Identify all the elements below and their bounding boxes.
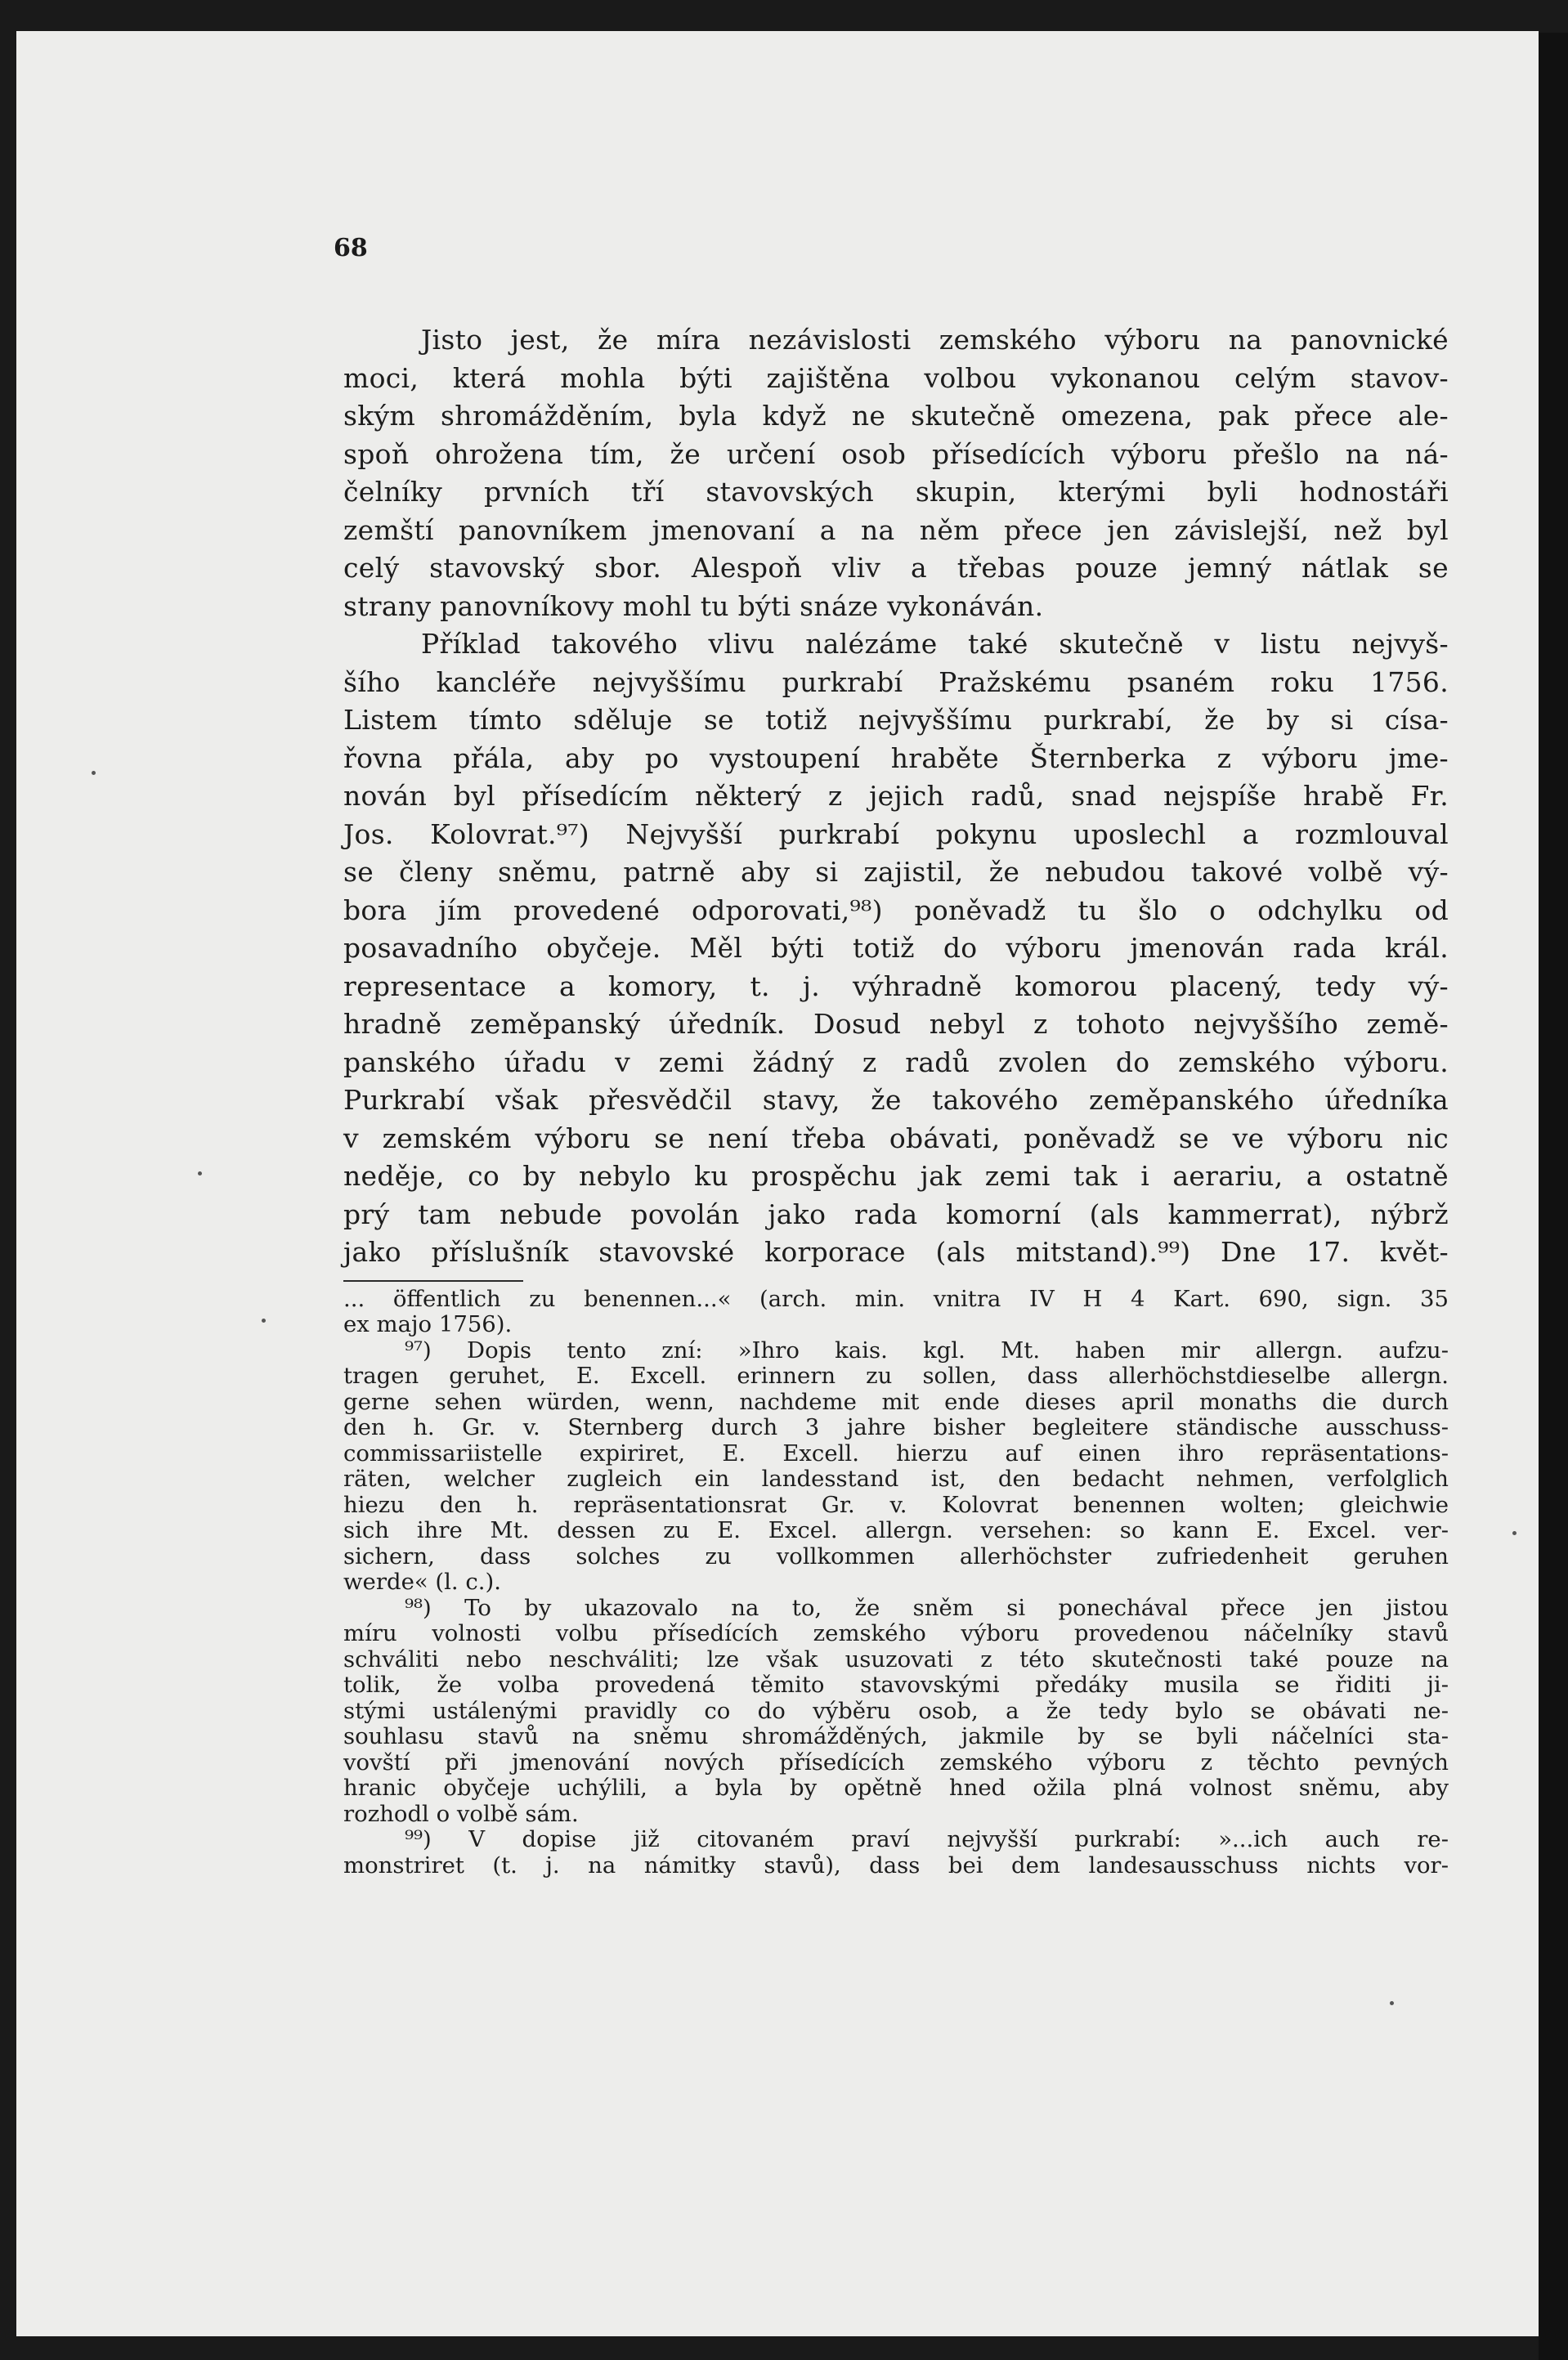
body-text xyxy=(343,321,1449,1879)
text-line: celý stavovský sbor. Alespoň vliv a třebas pouze jemný nátlak se xyxy=(343,552,1449,584)
footnote-line: ⁹⁹) V dopise již citovaném praví nejvyšší purkrabí: »...ich auch re- xyxy=(405,1826,1449,1852)
footnotes xyxy=(343,1287,1449,1879)
document-page xyxy=(16,31,1539,2336)
footnote-line: sich ihre Mt. dessen zu E. Excel. allergn. versehen: so kann E. Excel. ver- xyxy=(343,1517,1449,1543)
footnote-line: räten, welcher zugleich ein landesstand ist, den bedacht nehmen, verfolglich xyxy=(343,1466,1449,1492)
text-line: moci, která mohla býti zajištěna volbou vykonanou celým stavov- xyxy=(343,361,1449,394)
footnote-divider xyxy=(343,1280,523,1282)
footnote-line: ⁹⁷) Dopis tento zní: »Ihro kais. kgl. Mt. haben mir allergn. aufzu- xyxy=(405,1337,1449,1364)
text-line: zemští panovníkem jmenovaní a na něm přece jen závislejší, než byl xyxy=(343,513,1449,546)
text-line: čelníky prvních tří stavovských skupin, kterými byli hodnostáři xyxy=(343,476,1449,508)
footnote-line: monstriret (t. j. na námitky stavů), dass bei dem landesausschuss nichts vor- xyxy=(343,1852,1449,1879)
text-line: strany panovníkovy mohl tu býti snáze vykonáván. xyxy=(343,589,1044,622)
text-line: nován byl přísedícím některý z jejich radů, snad nejspíše hrabě Fr. xyxy=(343,780,1449,812)
footnote-line: tolik, že volba provedená těmito stavovskými předáky musila se řiditi ji- xyxy=(343,1672,1449,1698)
text-line: řovna přála, aby po vystoupení hraběte Šternberka z výboru jme- xyxy=(343,741,1449,774)
text-line: se členy sněmu, patrně aby si zajistil, že nebudou takové volbě vý- xyxy=(343,856,1449,888)
scan-speck xyxy=(1390,2001,1394,2005)
text-line: Listem tímto sděluje se totiž nejvyššímu purkrabí, že by si císa- xyxy=(343,704,1449,736)
scan-speck xyxy=(1512,1531,1516,1535)
page-number: 68 xyxy=(334,234,368,262)
footnote-line: werde« (l. c.). xyxy=(343,1569,502,1595)
text-line: Jos. Kolovrat.⁹⁷) Nejvyšší purkrabí pokynu uposlechl a rozmlouval xyxy=(343,817,1449,850)
text-line: šího kancléře nejvyššímu purkrabí Pražskému psaném roku 1756. xyxy=(343,665,1449,698)
footnote-line: vovští při jmenování nových přísedících zemského výboru z těchto pevných xyxy=(343,1749,1449,1776)
text-line: ským shromážděním, byla když ne skutečně omezena, pak přece ale- xyxy=(343,400,1449,432)
footnote-line: míru volnosti volbu přísedících zemského výboru provedenou náčelníky stavů xyxy=(343,1620,1449,1646)
text-line: hradně zeměpanský úředník. Dosud nebyl z tohoto nejvyššího země- xyxy=(343,1008,1449,1040)
footnote-line: ... öffentlich zu benennen...« (arch. min. vnitra IV H 4 Kart. 690, sign. 35 xyxy=(343,1285,1449,1312)
text-line: spoň ohrožena tím, že určení osob přísedících výboru přešlo na ná- xyxy=(343,437,1449,470)
text-line: bora jím provedené odporovati,⁹⁸) poněvadž tu šlo o odchylku od xyxy=(343,893,1449,926)
footnote-line: commissariistelle expiriret, E. Excell. hierzu auf einen ihro repräsentations- xyxy=(343,1440,1449,1467)
footnote-line: ex majo 1756). xyxy=(343,1311,513,1337)
text-line: jako příslušník stavovské korporace (als mitstand).⁹⁹) Dne 17. květ- xyxy=(343,1236,1449,1268)
text-line: panského úřadu v zemi žádný z radů zvolen do zemského výboru. xyxy=(343,1046,1449,1078)
text-line: representace a komory, t. j. výhradně komorou placený, tedy vý- xyxy=(343,970,1449,1002)
footnote-line: sichern, dass solches zu vollkommen allerhöchster zufriedenheit geruhen xyxy=(343,1543,1449,1570)
text-line: prý tam nebude povolán jako rada komorní (als kammerrat), nýbrž xyxy=(343,1198,1449,1230)
footnote-line: tragen geruhet, E. Excell. erinnern zu sollen, dass allerhöchstdieselbe allergn. xyxy=(343,1363,1449,1389)
footnote-line: schváliti nebo neschváliti; lze však usuzovati z této skutečnosti také pouze na xyxy=(343,1646,1449,1673)
scan-edge xyxy=(1539,33,1568,2360)
footnote-line: rozhodl o volbě sám. xyxy=(343,1800,579,1827)
text-line: posavadního obyčeje. Měl býti totiž do výboru jmenován rada král. xyxy=(343,932,1449,964)
footnote-line: den h. Gr. v. Sternberg durch 3 jahre bisher begleitere ständische ausschuss- xyxy=(343,1414,1449,1440)
footnote-line: hiezu den h. repräsentationsrat Gr. v. Kolovrat benennen wolten; gleichwie xyxy=(343,1491,1449,1518)
footnote-line: souhlasu stavů na sněmu shromážděných, jakmile by se byli náčelníci sta- xyxy=(343,1723,1449,1749)
text-line: neděje, co by nebylo ku prospěchu jak zemi tak i aerariu, a ostatně xyxy=(343,1160,1449,1192)
text-line: Jisto jest, že míra nezávislosti zemského výboru na panovnické xyxy=(421,324,1449,356)
footnote-line: ⁹⁸) To by ukazovalo na to, že sněm si ponechával přece jen jistou xyxy=(405,1594,1449,1621)
footnote-line: stými ustálenými pravidly co do výběru osob, a že tedy bylo se obávati ne- xyxy=(343,1697,1449,1724)
scan-speck xyxy=(198,1171,202,1176)
scan-speck xyxy=(262,1319,266,1323)
text-line: v zemském výboru se není třeba obávati, poněvadž se ve výboru nic xyxy=(343,1122,1449,1154)
footnote-line: hranic obyčeje uchýlili, a byla by opětně hned ožila plná volnost sněmu, aby xyxy=(343,1775,1449,1801)
footnote-line: gerne sehen würden, wenn, nachdeme mit ende dieses april monaths die durch xyxy=(343,1388,1449,1415)
text-line: Příklad takového vlivu nalézáme také skutečně v listu nejvyš- xyxy=(421,628,1449,660)
scan-speck xyxy=(92,771,96,775)
text-line: Purkrabí však přesvědčil stavy, že takového zeměpanského úředníka xyxy=(343,1084,1449,1116)
